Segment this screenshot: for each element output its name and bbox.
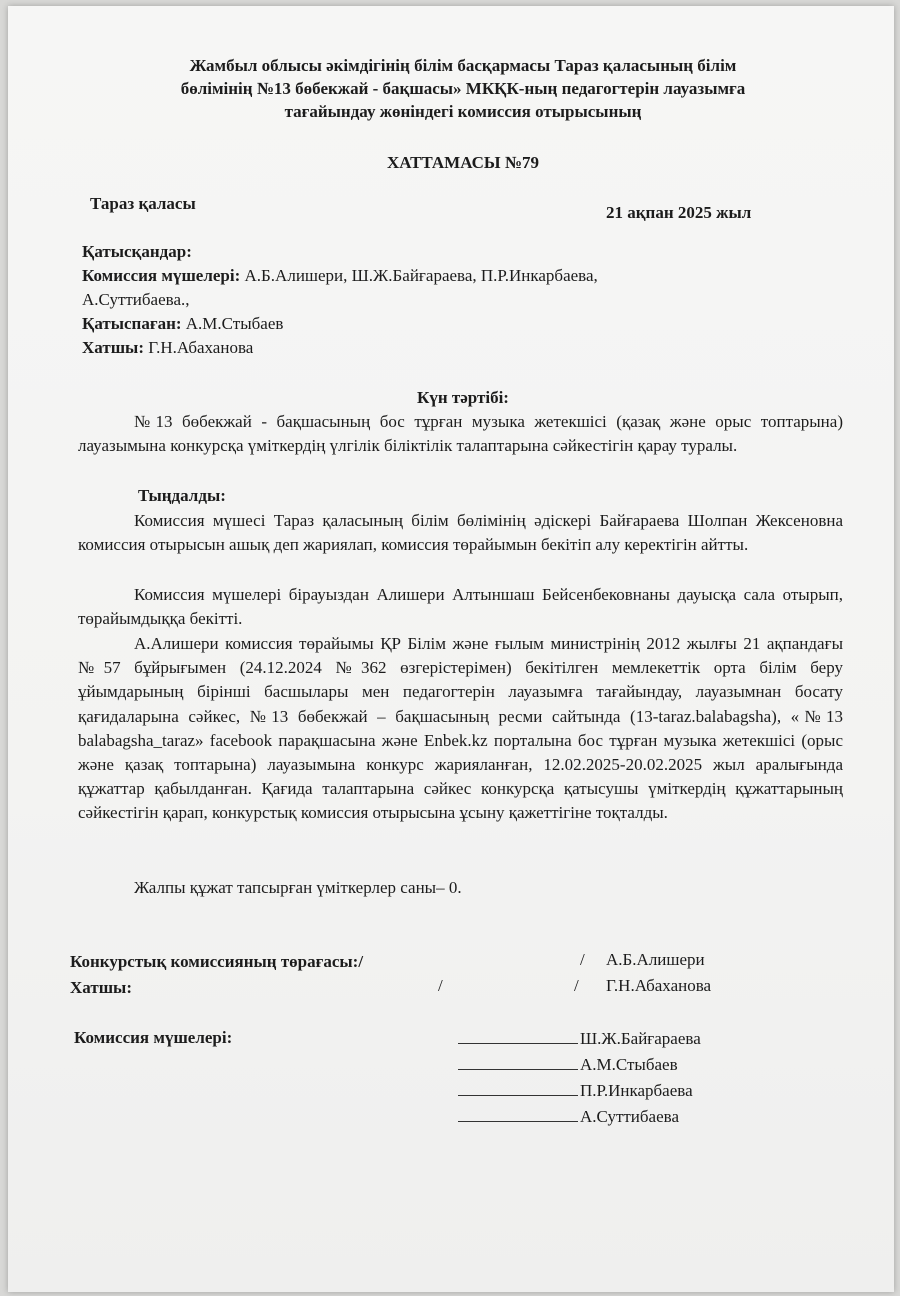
signature-line bbox=[458, 1079, 578, 1096]
chair-slash: / bbox=[580, 950, 585, 969]
header-line-3: тағайындау жөніндегі комиссия отырысының bbox=[284, 102, 642, 121]
member-name: А.М.Стыбаев bbox=[580, 1055, 678, 1074]
heard-paragraph-3: А.Алишери комиссия төрайымы ҚР Білім және ғылым министрінің 2012 жылғы 21 ақпандағы №57 бұйрығымен (24.12.2024 №362 өзгерістерімен) бекітілген мемлекеттік орта білім беру ұйымдарының бірінші басшылары мен педагогтерін лауазымға тағайындау, лауазымнан босату қағидаларына сәйкес, №13 бөбекжай – бақшасының ресми сайтында (13-taraz.balabagsha), «№13 balabagsha_taraz» facebook парақшасына және Enbek.kz порталына бос тұрған музыка жетекшісі (орыс және қазақ топтарына) лауазымына конкурс жарияланған, 12.02.2025-20.02.2025 жыл аралығында құжаттар қабылданған. Қағида талаптарына сәйкес конкурсқа қатысушы үміткердің құжаттарының сәйкестігін қарап, конкурстық комиссия отырысына ұсыну қажеттігіне тоқталды. bbox=[78, 634, 843, 823]
header-line-2: бөлімінің №13 бөбекжай - бақшасы» МКҚК-ның педагогтерін лауазымға bbox=[180, 79, 746, 98]
member-sign-row bbox=[458, 1026, 701, 1052]
secretary-slash-1: / bbox=[438, 976, 443, 995]
agenda-text: №13 бөбекжай - бақшасының бос тұрған музыка жетекшісі (қазақ және орыс топтарына) лауазымына конкурсқа үміткердің үлгілік біліктілік талаптарына сәйкестігін қарау туралы. bbox=[78, 412, 843, 456]
document-title: ХАТТАМАСЫ №79 bbox=[387, 153, 539, 172]
chair-name: А.Б.Алишери bbox=[606, 950, 705, 969]
signature-line bbox=[458, 1053, 578, 1070]
members-label: Комиссия мүшелері: bbox=[82, 266, 241, 285]
member-name: А.Суттибаева bbox=[580, 1107, 679, 1126]
absent-value: А.М.Стыбаев bbox=[181, 314, 284, 333]
member-name: П.Р.Инкарбаева bbox=[580, 1081, 693, 1100]
document-page bbox=[8, 6, 894, 1292]
signature-line bbox=[458, 1027, 578, 1044]
members-value: А.Б.Алишери, Ш.Ж.Байғараева, П.Р.Инкарбаева, bbox=[240, 266, 598, 285]
members-value-cont: А.Суттибаева., bbox=[82, 290, 190, 309]
document-date: 21 ақпан 2025 жыл bbox=[606, 203, 752, 222]
heard-paragraph-2: Комиссия мүшелері бірауыздан Алишери Алтыншаш Бейсенбековнаны дауысқа сала отырып, төрайымдыққа бекітті. bbox=[78, 585, 843, 629]
participants-section bbox=[82, 240, 842, 360]
document-city: Тараз қаласы bbox=[90, 194, 196, 213]
agenda-heading: Күн тәртібі: bbox=[417, 388, 509, 407]
heard-paragraph-4: Жалпы құжат тапсырған үміткерлер саны– 0. bbox=[134, 878, 462, 897]
participants-heading: Қатысқандар: bbox=[82, 242, 192, 261]
heard-heading: Тыңдалды: bbox=[138, 486, 226, 505]
member-name: Ш.Ж.Байғараева bbox=[580, 1029, 701, 1048]
header-line-1: Жамбыл облысы әкімдігінің білім басқармасы Тараз қаласының білім bbox=[189, 56, 737, 75]
chair-label: Конкурстық комиссияның төрағасы:/ bbox=[70, 952, 364, 971]
secretary-sign-label: Хатшы: bbox=[70, 978, 132, 997]
signature-line bbox=[458, 1105, 578, 1122]
secretary-label: Хатшы: bbox=[82, 338, 144, 357]
member-sign-row bbox=[458, 1052, 701, 1078]
members-sign-list bbox=[458, 1026, 701, 1130]
secretary-sign-name: Г.Н.Абаханова bbox=[606, 976, 712, 995]
document-header bbox=[68, 54, 858, 123]
secretary-value: Г.Н.Абаханова bbox=[143, 338, 254, 357]
members-sign-label: Комиссия мүшелері: bbox=[74, 1028, 233, 1047]
heard-paragraph-1: Комиссия мүшесі Тараз қаласының білім бөлімінің әдіскері Байғараева Шолпан Жексеновна комиссия отырысын ашық деп жариялап, комиссия төрайымын бекітіп алу керектігін айтты. bbox=[78, 511, 843, 555]
absent-label: Қатыспаған: bbox=[82, 314, 182, 333]
secretary-slash-2: / bbox=[574, 976, 579, 995]
member-sign-row bbox=[458, 1078, 701, 1104]
member-sign-row bbox=[458, 1104, 701, 1130]
